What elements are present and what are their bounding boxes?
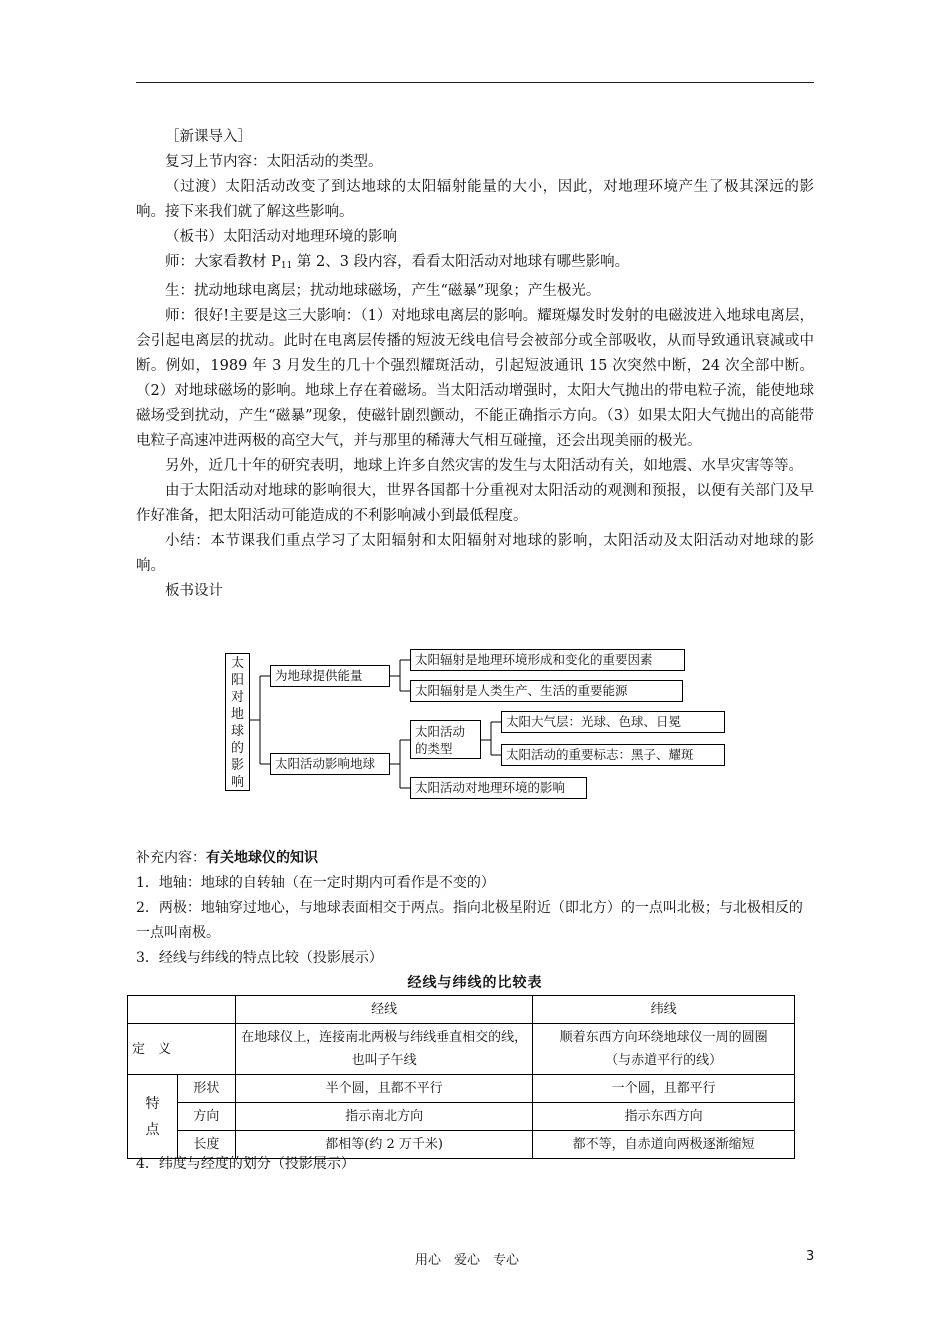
cell-shape-meridian: 半个圆，且都不平行 bbox=[235, 1075, 533, 1103]
board-design-label: 板书设计 bbox=[165, 583, 223, 599]
header-parallel: 纬线 bbox=[533, 996, 795, 1024]
cell-len-meridian: 都相等(约 2 万千米) bbox=[235, 1131, 533, 1159]
diagram-root bbox=[225, 653, 250, 791]
supplement-item-poles: 2．两极：地轴穿过地心，与地球表面相交于两点。指向北极星附近（即北方）的一点叫北极；与北极相反的一点叫南极。 bbox=[136, 900, 803, 941]
root-char: 影 bbox=[230, 758, 244, 773]
node-types-line1: 太阳活动 bbox=[415, 724, 466, 739]
intro-heading: ［新课导入］ bbox=[165, 129, 252, 145]
supplement-item-division-wrap bbox=[136, 1152, 814, 1177]
supplement-title: 有关地球仪的知识 bbox=[206, 850, 318, 866]
def-parallel-line2: （与赤道平行的线） bbox=[605, 1053, 723, 1068]
supplement-item-compare: 3．经线与纬线的特点比较（投影展示） bbox=[136, 950, 383, 966]
cell-shape-parallel: 一个圆，且都平行 bbox=[533, 1075, 795, 1103]
summary-paragraph: 小结：本节课我们重点学习了太阳辐射和太阳辐射对地球的影响，太阳活动及太阳活动对地球的影响。 bbox=[136, 533, 814, 574]
node-types-line2: 的类型 bbox=[415, 741, 453, 756]
supplement-section bbox=[136, 846, 814, 971]
node-atmosphere: 太阳大气层：光球、色球、日冕 bbox=[501, 711, 725, 733]
row-label-definition: 定 义 bbox=[128, 1024, 236, 1075]
teacher-explanation: 师：很好!主要是这三大影响：（1）对地球电离层的影响。耀斑爆发时发射的电磁波进入地球电离层，会引起电离层的扰动。此时在电离层传播的短波无线电信号会被部分或全部吸收，从而导致通讯衰减或中断。例如，1989 年 3 月发生的几十个强烈耀斑活动，引起短波通讯 15 次突然中断，24 次全部中断。（2）对地球磁场的影响。地球上存在着磁场。当太阳活动增强时，太阳大气抛出的带电粒子流，能使地球磁场受到扰动，产生“磁暴”现象，使磁针剧烈颤动，不能正确指示方向。（3）如果太阳大气抛出的高能带电粒子高速冲进两极的高空大气，并与那里的稀薄大气相互碰撞，还会出现美丽的极光。 bbox=[136, 308, 814, 449]
transition-paragraph: （过渡）太阳活动改变了到达地球的太阳辐射能量的大小，因此，对地理环境产生了极其深远的影响。接下来我们就了解这些影响。 bbox=[136, 179, 814, 220]
student-answer: 生：扰动地球电离层；扰动地球磁场，产生“磁暴”现象；产生极光。 bbox=[165, 283, 601, 299]
cell-dir-meridian: 指示南北方向 bbox=[235, 1103, 533, 1131]
header-meridian: 经线 bbox=[235, 996, 533, 1024]
board-heading: （板书）太阳活动对地理环境的影响 bbox=[165, 229, 397, 245]
feature-char: 特 bbox=[145, 1095, 160, 1112]
table-caption: 经线与纬线的比较表 bbox=[407, 975, 543, 991]
supplement-heading bbox=[136, 846, 814, 871]
row-label-direction: 方向 bbox=[177, 1103, 235, 1131]
node-activity: 太阳活动影响地球 bbox=[270, 753, 390, 775]
table-row bbox=[128, 1103, 795, 1131]
feature-char: 点 bbox=[145, 1121, 160, 1138]
page-subscript: 11 bbox=[280, 261, 293, 271]
row-label-features bbox=[128, 1075, 178, 1159]
teacher-prompt-rest: 第 2、3 段内容，看看太阳活动对地球有哪些影响。 bbox=[292, 254, 630, 270]
prevention-paragraph: 由于太阳活动对地球的影响很大，世界各国都十分重视对太阳活动的观测和预报，以便有关部门及早作好准备，把太阳活动可能造成的不利影响减小到最低程度。 bbox=[136, 483, 814, 524]
row-label-shape: 形状 bbox=[177, 1075, 235, 1103]
node-environment: 太阳活动对地理环境的影响 bbox=[410, 777, 587, 799]
root-char: 响 bbox=[230, 775, 244, 790]
table-row bbox=[128, 996, 795, 1024]
cell-def-parallel bbox=[533, 1024, 795, 1075]
node-markers: 太阳活动的重要标志：黑子、耀斑 bbox=[501, 744, 725, 766]
root-char: 的 bbox=[230, 741, 244, 756]
root-char: 球 bbox=[230, 724, 244, 739]
teacher-prompt-text: 师：大家看教材 P bbox=[165, 254, 281, 270]
row-label-length: 长度 bbox=[177, 1131, 235, 1159]
table-corner bbox=[128, 996, 236, 1024]
node-radiation-energy: 太阳辐射是人类生产、生活的重要能源 bbox=[410, 680, 683, 702]
table-row bbox=[128, 1024, 795, 1075]
cell-len-parallel: 都不等，自赤道向两极逐渐缩短 bbox=[533, 1131, 795, 1159]
supplement-label: 补充内容： bbox=[136, 850, 206, 866]
supplement-item-division: 4．纬度与经度的划分（投影展示） bbox=[136, 1156, 355, 1172]
node-radiation-factor: 太阳辐射是地理环境形成和变化的重要因素 bbox=[410, 649, 685, 671]
review-line: 复习上节内容：太阳活动的类型。 bbox=[165, 154, 383, 170]
node-energy: 为地球提供能量 bbox=[270, 665, 390, 687]
root-char: 太 bbox=[230, 656, 244, 671]
research-paragraph: 另外，近几十年的研究表明，地球上许多自然灾害的发生与太阳活动有关，如地震、水旱灾害等等。 bbox=[165, 458, 803, 474]
table-row bbox=[128, 1075, 795, 1103]
comparison-table bbox=[127, 995, 795, 1159]
root-char: 地 bbox=[230, 707, 244, 722]
footer-motto: 用心 爱心 专心 bbox=[415, 1253, 520, 1268]
def-parallel-line1: 顺着东西方向环绕地球仪一周的圆圈 bbox=[559, 1030, 768, 1045]
node-activity-types bbox=[410, 720, 481, 759]
cell-dir-parallel: 指示东西方向 bbox=[533, 1103, 795, 1131]
supplement-item-axis: 1．地轴：地球的自转轴（在一定时期内可看作是不变的） bbox=[136, 875, 495, 891]
cell-def-meridian: 在地球仪上，连接南北两极与纬线垂直相交的线，也叫子午线 bbox=[235, 1024, 533, 1075]
root-char: 对 bbox=[230, 690, 244, 705]
root-char: 阳 bbox=[230, 673, 244, 688]
page-number: 3 bbox=[806, 1249, 815, 1264]
